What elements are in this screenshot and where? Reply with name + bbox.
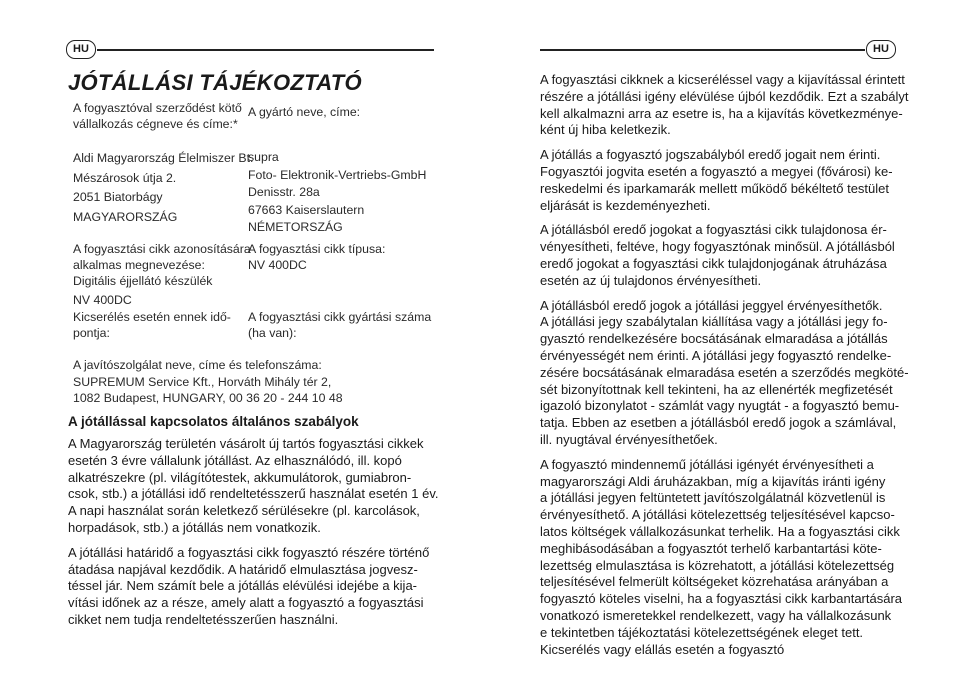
language-badge-right: HU (866, 40, 896, 59)
section-subtitle: A jótállással kapcsolatos általános szabályok (68, 414, 359, 429)
type-value: NV 400DC (248, 258, 307, 272)
paragraph: A Magyarország területén vásárolt új tartós fogyasztási cikkek esetén 3 évre vállalunk jótállást. Az elhasználódó, ill. kopó alkatrészekre (pl. világítótestek, akkumulátorok, gumiabron- csok, stb.) a jótállási idő rendeltetésszerű használat esetén 1 év. A napi használat során keletkező sérülésekre (pl. karcolások, horpadások, stb.) a jótállás nem vonatkozik. (68, 436, 439, 535)
paragraph: A jótállás a fogyasztó jogszabályból eredő jogait nem érinti. Fogyasztói jogvita esetén a fogyasztó a megyei (fővárosi) ke- reskedelmi és iparkamarák mellett működő békéltető testület eljárását is kezdeményezheti. (540, 147, 893, 213)
header-rule-right (540, 49, 865, 51)
left-body-text (68, 436, 438, 629)
paragraph: A jótállásból eredő jogokat a fogyasztási cikk tulajdonosa ér- vényesítheti, feltéve, hogy fogyasztónak minősül. A jótállásból eredő jogokat a fogyasztási cikk tulajdonjogának átruházása esetén az új tulajdonos érvényesítheti. (540, 222, 895, 288)
product-label: A fogyasztási cikk azonosítására alkalmas megnevezése: (73, 242, 251, 272)
paragraph: A jótállásból eredő jogok a jótállási jeggyel érvényesíthetők. A jótállási jegy szabálytalan kiállítása vagy a jótállási jegy fo- gyasztó rendelkezésére bocsátásának elmaradása a jótállás érvényességét nem érinti. A jótállási jegy fogyasztó rendelke- zésére bocsátásának elmaradása esetén a szerződés megköté- sét bizonyítottnak kell tekinteni, ha az ellenérték megfizetését igazoló bizonylatot - számlát vagy nyugtát - a fogyasztó bemu- tatja. Ebben az esetben a jótállásból eredő jogok a számlával, ill. nyugtával érvényesíthetőek. (540, 297, 909, 447)
serial-label: A fogyasztási cikk gyártási száma (ha van): (248, 310, 432, 340)
seller-address: Aldi Magyarország Élelmiszer Bt. Mészárosok útja 2. 2051 Biatorbágy MAGYARORSZÁG (73, 151, 254, 224)
manufacturer-label: A gyártó neve, címe: (248, 105, 361, 119)
paragraph: A fogyasztási cikknek a kicseréléssel vagy a kijavítással érintett részére a jótállási igény elévülése újból kezdődik. Ezt a szabályt kell alkalmazni arra az esetre is, ha a kijavítás következménye- ként új hiba keletkezik. (540, 72, 909, 138)
right-body-text (540, 72, 909, 658)
product-name: Digitális éjjellátó készülék (73, 274, 213, 288)
page-title: JÓTÁLLÁSI TÁJÉKOZTATÓ (68, 70, 362, 95)
replace-label: Kicserélés esetén ennek idő- pontja: (73, 310, 231, 340)
seller-label: A fogyasztóval szerződést kötő vállalkozás cégneve és címe:* (73, 101, 242, 131)
type-label: A fogyasztási cikk típusa: (248, 242, 386, 256)
paragraph: A jótállási határidő a fogyasztási cikk fogyasztó részére történő átadása napjával kezdődik. A határidő elmulasztása jogvesz- téssel jár. Nem számít bele a jótállás elévülési idejébe a kija- vítási időnek az a része, amely alatt a fogyasztó a fogyasztási cikket nem tudja rendeltetésszerűen használni. (68, 544, 430, 627)
paragraph: A fogyasztó mindennemű jótállási igényét érvényesítheti a magyarországi Aldi áruházakban, míg a kijavítás iránti igény a jótállási jegyen feltüntetett javítószolgálatnál közvetlenül is érvényesíthető. A jótállási kötelezettség teljesítésével kapcso- latos költségek vállalkozásunkat terhelik. Ha a fogyasztási cikk meghibásodásában a fogyasztót terhelő karbantartási köte- lezettség elmulasztása is közrehatott, a jótállási kötelezettség teljesítésével felmerült költségeket közrehatása arányában a fogyasztó köteles viselni, ha a fogyasztási cikk karbantartására vonatkozó ismeretekkel rendelkezett, vagy ha vállalkozásunk e tekintetben tájékoztatási kötelezettségének eleget tett. Kicserélés vagy elállás esetén a fogyasztó (540, 456, 903, 657)
language-badge-left: HU (66, 40, 96, 59)
header-rule-left (97, 49, 434, 51)
manufacturer-address: supra Foto- Elektronik-Vertriebs-GmbH Denisstr. 28a 67663 Kaiserslautern NÉMETORSZÁG (248, 150, 427, 234)
service-info: A javítószolgálat neve, címe és telefonszáma: SUPREMUM Service Kft., Horváth Mihály tér 2, 1082 Budapest, HUNGARY, 00 36 20 - 244 10 48 (73, 358, 343, 405)
product-model: NV 400DC (73, 293, 132, 307)
